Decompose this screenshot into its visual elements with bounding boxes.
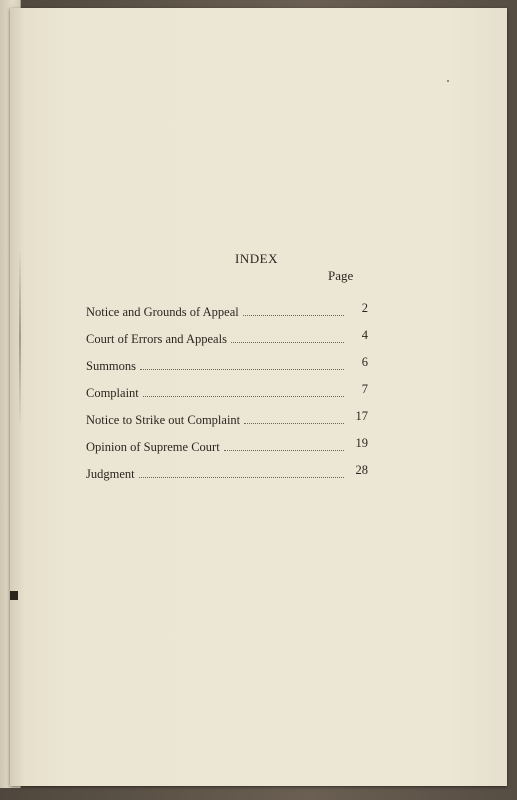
dot-leader xyxy=(140,369,344,370)
entry-label: Summons xyxy=(86,359,137,373)
entry-label: Complaint xyxy=(86,386,139,400)
entry-page-number: 28 xyxy=(355,463,368,477)
index-entry xyxy=(86,293,368,320)
binding-mark xyxy=(10,591,18,600)
dot-leader xyxy=(244,423,344,424)
index-entry xyxy=(86,374,368,401)
dot-leader xyxy=(224,450,344,451)
index-entry xyxy=(86,455,368,482)
entry-label: Judgment xyxy=(86,467,135,481)
entry-label: Notice and Grounds of Appeal xyxy=(86,305,239,319)
entry-page-number: 17 xyxy=(355,409,368,423)
entry-page-number: 19 xyxy=(355,436,368,450)
index-title: INDEX xyxy=(235,251,278,266)
index-entry xyxy=(86,320,368,347)
paper-speck xyxy=(447,80,449,82)
entry-label: Notice to Strike out Complaint xyxy=(86,413,241,427)
dot-leader xyxy=(231,342,344,343)
index-entry xyxy=(86,347,368,374)
binding-shadow xyxy=(19,248,21,428)
index-entry xyxy=(86,428,368,455)
entry-label: Opinion of Supreme Court xyxy=(86,440,220,454)
entry-page-number: 2 xyxy=(361,301,368,315)
entry-label: Court of Errors and Appeals xyxy=(86,332,227,346)
entry-page-number: 7 xyxy=(361,382,368,396)
dot-leader xyxy=(143,396,344,397)
index-entry-list xyxy=(86,293,368,482)
index-entry xyxy=(86,401,368,428)
page-column-heading: Page xyxy=(328,268,354,283)
dot-leader xyxy=(243,315,344,316)
dot-leader xyxy=(139,477,344,478)
entry-page-number: 6 xyxy=(361,355,368,369)
entry-page-number: 4 xyxy=(361,328,368,342)
document-page xyxy=(10,8,507,786)
